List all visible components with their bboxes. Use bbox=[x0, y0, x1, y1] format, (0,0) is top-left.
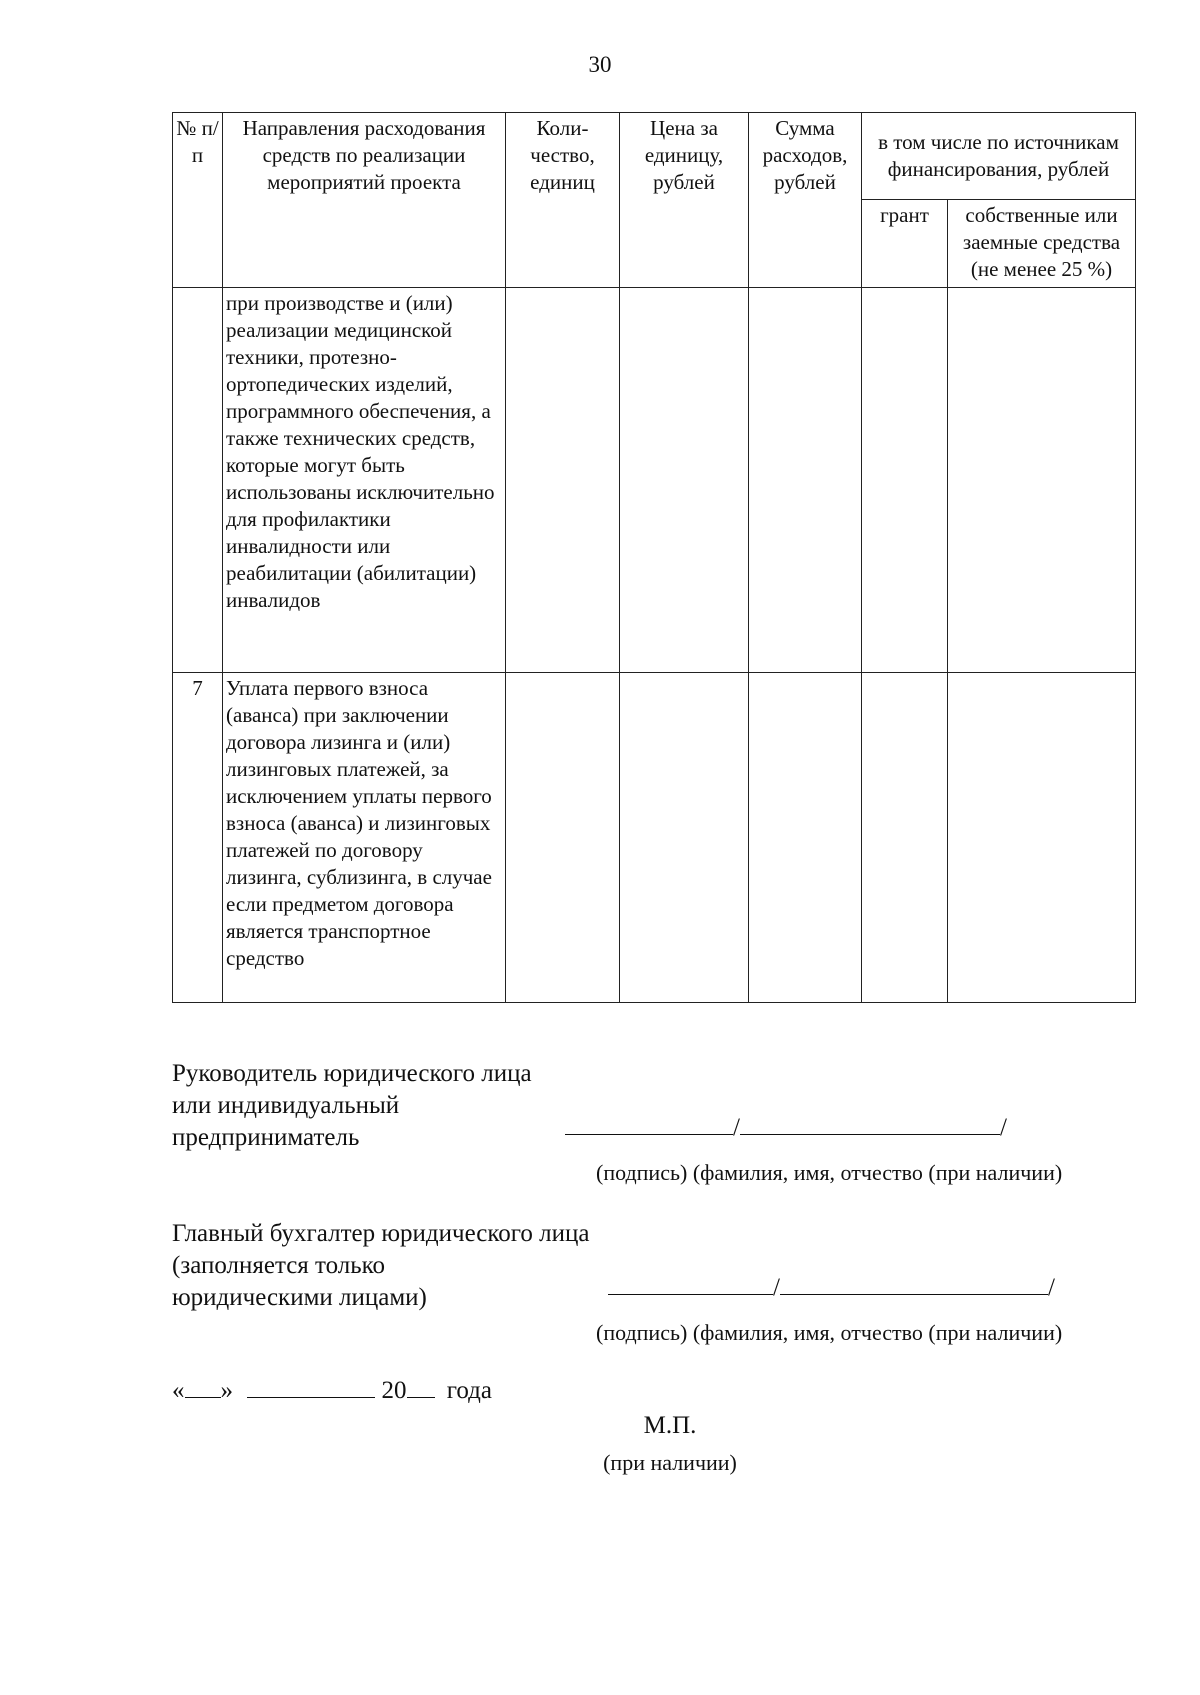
accountant-signature-line bbox=[608, 1272, 1055, 1302]
slash: / bbox=[773, 1274, 780, 1301]
row-num bbox=[173, 288, 223, 673]
row-sum bbox=[749, 288, 862, 673]
table-row bbox=[173, 673, 1136, 1003]
accountant-title-line: Главный бухгалтер юридического лица bbox=[172, 1220, 590, 1247]
day-blank bbox=[185, 1375, 221, 1398]
header-direction: Направления расходования средств по реализации мероприятий проекта bbox=[223, 113, 506, 288]
table-row bbox=[173, 288, 1136, 673]
header-grant: грант bbox=[862, 200, 948, 288]
row-num: 7 bbox=[173, 673, 223, 1003]
head-signature-caption: (подпись) (фамилия, имя, отчество (при наличии) bbox=[596, 1160, 1063, 1185]
head-signature-title bbox=[172, 1058, 532, 1154]
month-blank bbox=[247, 1375, 375, 1398]
name-blank bbox=[740, 1112, 1000, 1135]
stamp-label: М.П. bbox=[643, 1412, 697, 1439]
signature-blank bbox=[608, 1272, 773, 1295]
year-suffix: года bbox=[446, 1377, 492, 1404]
date-line bbox=[172, 1375, 492, 1405]
head-signature-line bbox=[565, 1112, 1007, 1142]
date-close-quote: » bbox=[220, 1377, 233, 1404]
row-own bbox=[948, 673, 1136, 1003]
header-sources-group: в том числе по источникам финансирования, рублей bbox=[862, 113, 1136, 200]
signature-blank bbox=[565, 1112, 733, 1135]
expense-table bbox=[172, 112, 1136, 1003]
row-own bbox=[948, 288, 1136, 673]
row-quantity bbox=[506, 288, 620, 673]
slash: / bbox=[999, 1114, 1007, 1141]
stamp-note: (при наличии) bbox=[603, 1450, 737, 1475]
header-num: № п/п bbox=[173, 113, 223, 288]
header-sum: Сумма расходов, рублей bbox=[749, 113, 862, 288]
slash: / bbox=[733, 1114, 740, 1141]
row-price bbox=[620, 673, 749, 1003]
head-title-line: или индивидуальный bbox=[172, 1092, 400, 1119]
header-own: собственные или заемные средства (не менее 25 %) bbox=[948, 200, 1136, 288]
header-price: Цена за единицу, рублей bbox=[620, 113, 749, 288]
page-number: 30 bbox=[588, 52, 612, 77]
row-quantity bbox=[506, 673, 620, 1003]
row-grant bbox=[862, 288, 948, 673]
row-direction: при производстве и (или) реализации медицинской техники, протезно-ортопедических изделий, программного обеспечения, а также технических средств, которые могут быть использованы исключительно для профилактики инвалидности или реабилитации (абилитации) инвалидов bbox=[223, 288, 506, 673]
row-price bbox=[620, 288, 749, 673]
slash: / bbox=[1047, 1274, 1055, 1301]
accountant-signature-title bbox=[172, 1218, 589, 1314]
row-grant bbox=[862, 673, 948, 1003]
row-direction: Уплата первого взноса (аванса) при заключении договора лизинга и (или) лизинговых платежей, за исключением уплаты первого взноса (аванса) и лизинговых платежей по договору лизинга, сублизинга, в случае если предметом договора является транспортное средство bbox=[223, 673, 506, 1003]
year-blank bbox=[407, 1375, 435, 1398]
name-blank bbox=[780, 1272, 1048, 1295]
header-quantity: Коли-чество, единиц bbox=[506, 113, 620, 288]
row-sum bbox=[749, 673, 862, 1003]
year-prefix: 20 bbox=[381, 1377, 407, 1404]
head-title-line: Руководитель юридического лица bbox=[172, 1060, 532, 1087]
accountant-title-line: (заполняется только bbox=[172, 1252, 386, 1279]
accountant-signature-caption: (подпись) (фамилия, имя, отчество (при наличии) bbox=[596, 1320, 1063, 1345]
accountant-title-line: юридическими лицами) bbox=[172, 1284, 427, 1311]
head-title-line: предприниматель bbox=[172, 1124, 360, 1151]
header-row-top bbox=[173, 113, 1136, 200]
date-open-quote: « bbox=[172, 1377, 185, 1404]
